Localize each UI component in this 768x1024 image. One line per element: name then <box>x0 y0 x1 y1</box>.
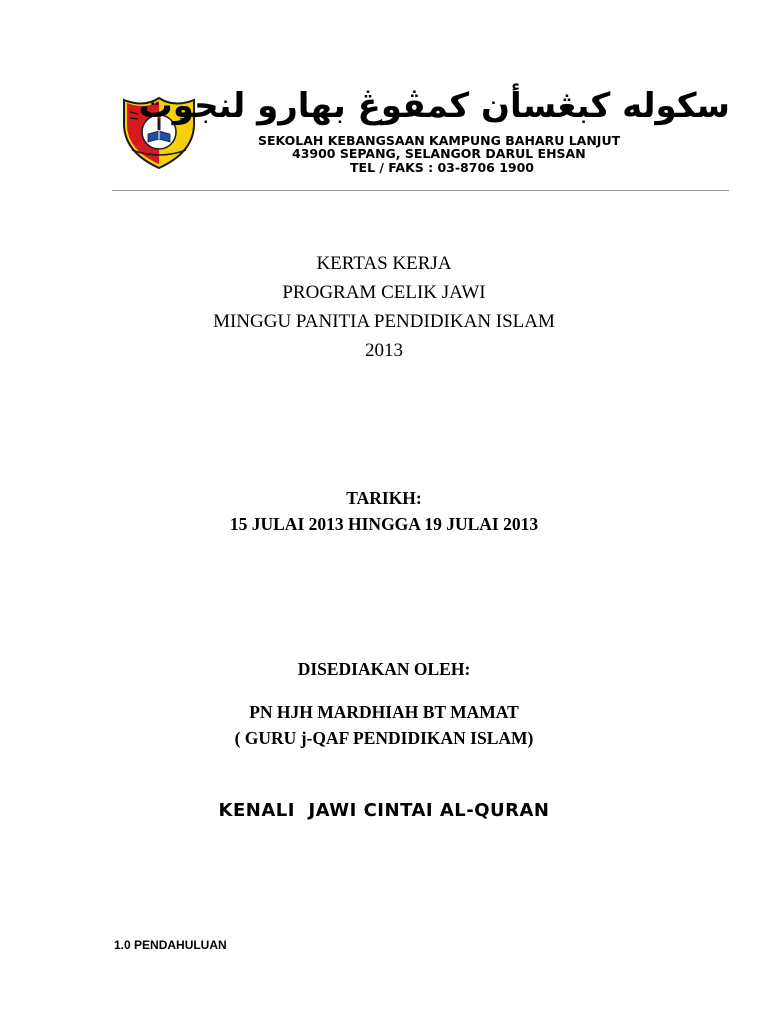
date-label: TARIKH: <box>346 488 422 508</box>
preparer-block <box>0 699 768 751</box>
title-line-2: PROGRAM CELIK JAWI <box>282 282 486 303</box>
school-address: 43900 SEPANG, SELANGOR DARUL EHSAN <box>292 146 586 161</box>
school-phone: TEL / FAKS : 03-8706 1900 <box>350 160 534 175</box>
title-line-4: 2013 <box>365 340 403 361</box>
header-divider <box>112 190 729 191</box>
slogan-text: KENALI JAWI CINTAI AL-QURAN <box>218 800 550 821</box>
document-title <box>0 249 768 365</box>
section-heading: 1.0 PENDAHULUAN <box>114 938 227 952</box>
title-line-1: KERTAS KERJA <box>316 253 452 274</box>
prepared-by-label: DISEDIAKAN OLEH: <box>297 659 471 679</box>
slogan <box>0 800 768 821</box>
date-block <box>0 485 768 537</box>
date-value: 15 JULAI 2013 HINGGA 19 JULAI 2013 <box>229 514 539 534</box>
preparer-role: ( GURU j-QAF PENDIDIKAN ISLAM) <box>234 728 534 748</box>
preparer-name: PN HJH MARDHIAH BT MAMAT <box>249 702 519 722</box>
school-name: SEKOLAH KEBANGSAAN KAMPUNG BAHARU LANJUT <box>258 133 621 148</box>
school-name-jawi: سکوله کبڠسأن کمڤوڠ بهارو لنجوت <box>138 86 730 126</box>
title-line-3: MINGGU PANITIA PENDIDIKAN ISLAM <box>213 311 555 332</box>
